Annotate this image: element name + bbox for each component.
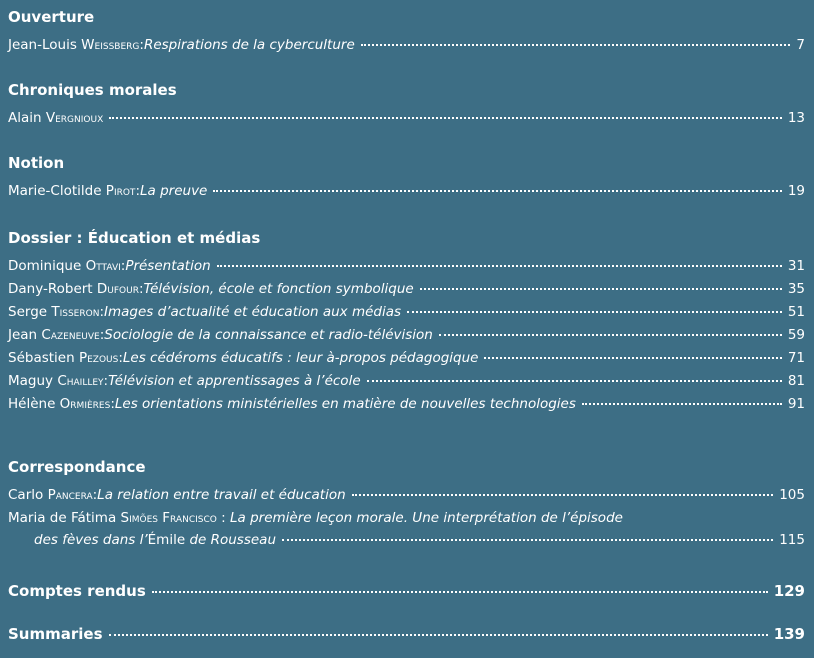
entry-title: Télévision et apprentissages à l’école: [108, 373, 361, 389]
entry-title: Télévision, école et fonction symbolique: [143, 281, 414, 297]
entry-label: Comptes rendus: [8, 582, 146, 600]
toc-entry-cazeneuve: Jean Cazeneuve : Sociologie de la connaissance et radio-télévision 59: [8, 327, 805, 343]
section-heading-ouverture: Ouverture: [8, 8, 95, 26]
entry-author: Hélène Ormières: [8, 396, 111, 412]
entry-title: Les cédéroms éducatifs : leur à-propos pédagogique: [122, 350, 479, 366]
toc-entry-simoes-francisco: Maria de Fátima Simões Francisco : La première leçon morale. Une interprétation de l’épisode: [8, 510, 623, 526]
entry-page-number: 13: [787, 110, 805, 126]
dot-leader: [217, 265, 782, 267]
entry-author: Maria de Fátima Simões Francisco: [8, 510, 217, 526]
toc-entry-comptes-rendus: [8, 581, 805, 601]
dot-leader: [361, 44, 791, 46]
toc-entry-summaries: [8, 624, 805, 644]
dot-leader: [109, 117, 782, 119]
toc-entry-weissberg: Jean-Louis Weissberg : Respirations de la cyberculture 7: [8, 37, 805, 53]
entry-author: Dany-Robert Dufour: [8, 281, 139, 297]
entry-title: La preuve: [140, 183, 208, 199]
toc-entry-dufour: Dany-Robert Dufour : Télévision, école et fonction symbolique 35: [8, 281, 805, 297]
entry-page-number: 81: [787, 373, 805, 389]
section-heading-dossier: Dossier : Éducation et médias: [8, 229, 261, 247]
entry-page-number: 59: [787, 327, 805, 343]
entry-page-number: 91: [787, 396, 805, 412]
entry-title: Images d’actualité et éducation aux médias: [104, 304, 402, 320]
entry-author: Jean-Louis Weissberg: [8, 37, 140, 53]
entry-page-number: 51: [787, 304, 805, 320]
toc-entry-pirot: Marie-Clotilde Pirot : La preuve 19: [8, 183, 805, 199]
entry-page-number: 139: [773, 625, 805, 643]
toc-entry-vergnioux: [8, 108, 805, 128]
toc-entry-pezous: Sébastien Pezous : Les cédéroms éducatifs : leur à-propos pédagogique 71: [8, 350, 805, 366]
entry-author: Dominique Ottavi: [8, 258, 121, 274]
entry-title: Les orientations ministérielles en matière de nouvelles technologies: [114, 396, 576, 412]
dot-leader: [213, 190, 781, 192]
entry-title-continued: des fèves dans l’Émile de Rousseau: [34, 532, 277, 548]
entry-author: Jean Cazeneuve: [8, 327, 100, 343]
entry-label: Summaries: [8, 625, 103, 643]
section-heading-correspondance: Correspondance: [8, 458, 146, 476]
entry-author: Marie-Clotilde Pirot: [8, 183, 136, 199]
entry-page-number: 105: [779, 487, 805, 503]
dot-leader: [352, 494, 774, 496]
dot-leader: [282, 539, 773, 541]
dot-leader: [484, 357, 781, 359]
section-heading-notion: Notion: [8, 154, 65, 172]
toc-entry-chailley: Maguy Chailley : Télévision et apprentissages à l’école 81: [8, 373, 805, 389]
entry-page-number: 19: [787, 183, 805, 199]
entry-title: La première leçon morale. Une interprétation de l’épisode: [229, 510, 623, 526]
entry-author: Alain Vergnioux: [8, 110, 104, 126]
dot-leader: [582, 403, 782, 405]
entry-author: Maguy Chailley: [8, 373, 104, 389]
toc-entry-pancera: Carlo Pancera : La relation entre travail et éducation 105: [8, 487, 805, 503]
dot-leader: [152, 591, 768, 593]
entry-author: Sébastien Pezous: [8, 350, 119, 366]
dot-leader: [109, 634, 768, 636]
entry-page-number: 115: [779, 532, 805, 548]
entry-page-number: 7: [796, 37, 805, 53]
dot-leader: [367, 380, 782, 382]
dot-leader: [439, 334, 782, 336]
entry-page-number: 71: [787, 350, 805, 366]
entry-author: Serge Tisseron: [8, 304, 100, 320]
toc-entry-ottavi: Dominique Ottavi : Présentation 31: [8, 258, 805, 274]
entry-page-number: 129: [773, 582, 805, 600]
toc-entry-ormières: Hélène Ormières : Les orientations ministérielles en matière de nouvelles technologies 91: [8, 396, 805, 412]
entry-title: Respirations de la cyberculture: [143, 37, 355, 53]
entry-author: Carlo Pancera: [8, 487, 93, 503]
toc-entry-simoes-francisco-cont: [34, 530, 805, 550]
dot-leader: [420, 288, 782, 290]
toc-entry-tisseron: Serge Tisseron : Images d’actualité et éducation aux médias 51: [8, 304, 805, 320]
entry-title: Sociologie de la connaissance et radio-télévision: [104, 327, 433, 343]
entry-page-number: 31: [787, 258, 805, 274]
entry-page-number: 35: [787, 281, 805, 297]
entry-title: La relation entre travail et éducation: [97, 487, 346, 503]
dot-leader: [407, 311, 782, 313]
section-heading-chroniques-morales: Chroniques morales: [8, 81, 177, 99]
entry-title: Présentation: [125, 258, 211, 274]
